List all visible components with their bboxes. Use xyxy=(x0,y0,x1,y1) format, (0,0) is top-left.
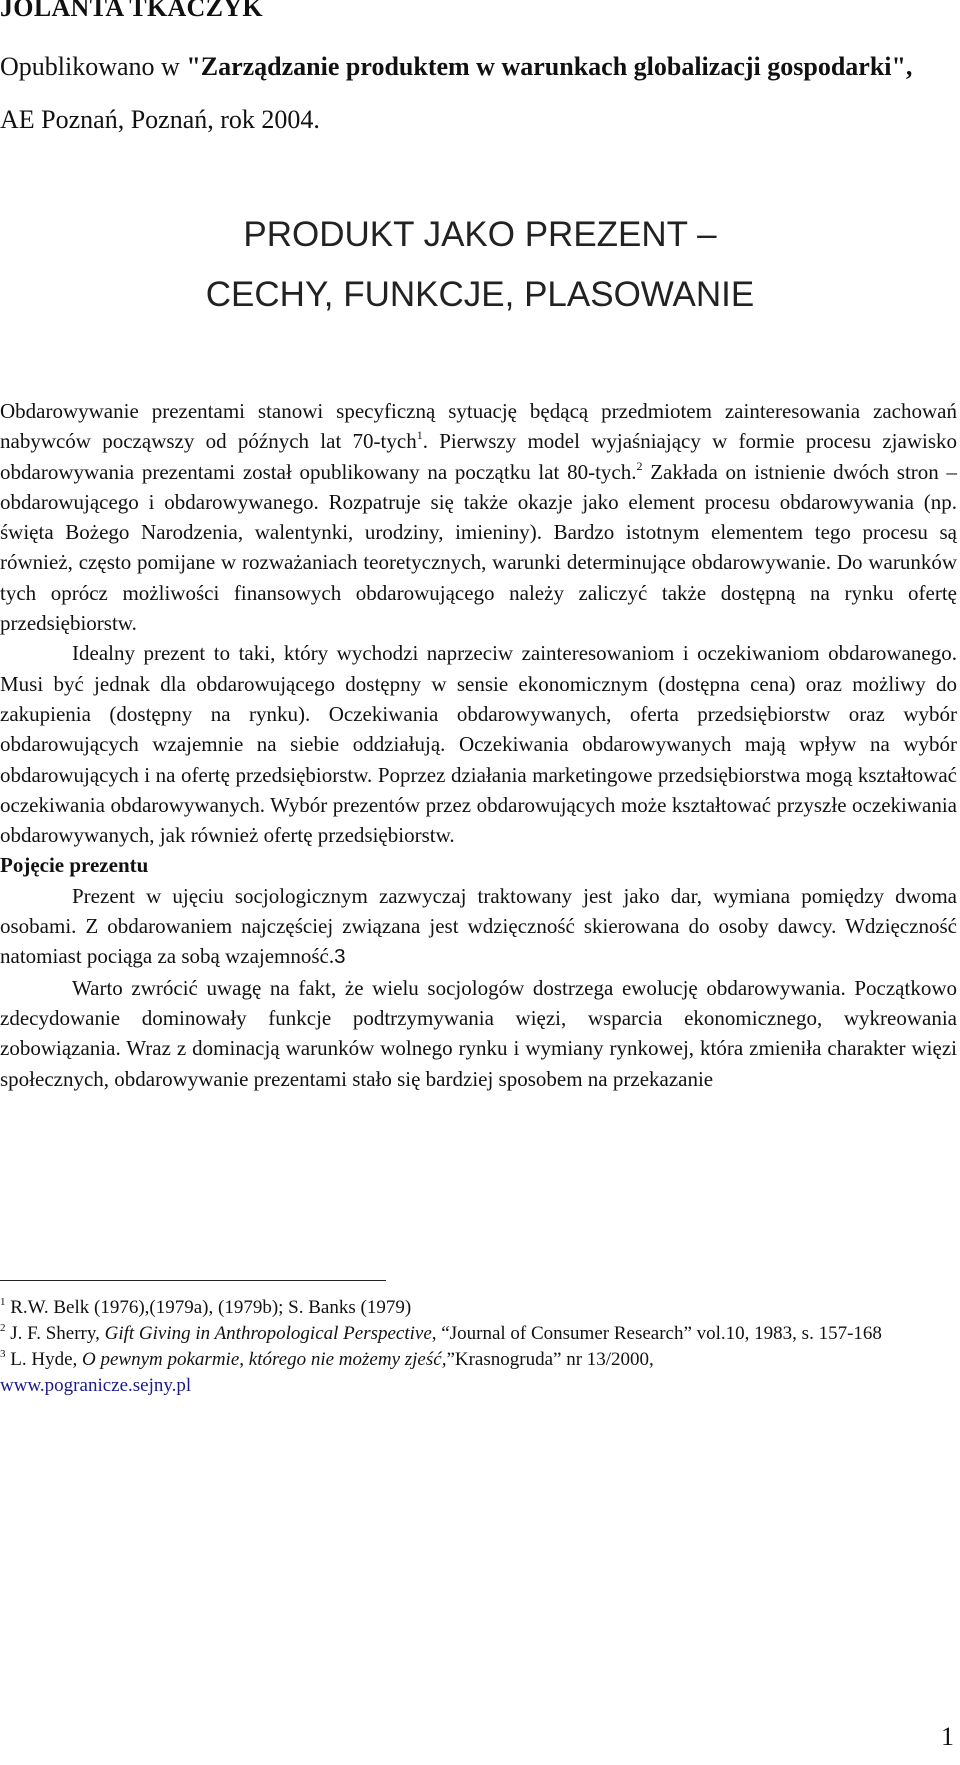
footnote-2-author: J. F. Sherry, xyxy=(5,1323,105,1344)
footnote-ref-1[interactable]: 1 xyxy=(416,428,423,443)
footnote-3-number: 3 xyxy=(0,1348,6,1360)
author-name: JOLANTA TKACZYK xyxy=(0,0,263,22)
page-number: 1 xyxy=(941,1722,954,1751)
footnote-ref-2[interactable]: 2 xyxy=(636,458,643,473)
footnote-ref-3[interactable]: 3 xyxy=(334,945,346,969)
footnote-2 xyxy=(0,1321,957,1347)
publication-suffix: AE Poznań, Poznań, rok 2004. xyxy=(0,105,320,134)
paragraph-1-part-a: Obdarowywanie prezentami stanowi specyficzną sytuację będącą przedmiotem zainteresowania zachowań nabywców począwszy od późnych lat 70-tych xyxy=(0,399,957,454)
footnote-1-text: R.W. Belk (1976),(1979a), (1979b); S. Banks (1979) xyxy=(5,1297,412,1318)
footnotes xyxy=(0,1295,957,1399)
footnote-2-source: , “Journal of Consumer Research” vol.10, 1983, s. 157-168 xyxy=(431,1323,882,1344)
paragraph-2: Idealny prezent to taki, który wychodzi naprzeciw zainteresowaniom i oczekiwaniom obdarowanego. Musi być jednak dla obdarowującego dostępny w sensie ekonomicznym (dostępna cena) oraz możliwy do zakupienia (dostępny na rynku). Oczekiwania obdarowywanych, oferta przedsiębiorstw oraz wybór obdarowujących wzajemnie na siebie oddziałują. Oczekiwania obdarowywanych mają wpływ na wybór obdarowujących i na ofertę przedsiębiorstw. Poprzez działania marketingowe przedsiębiorstwa mogą kształtować oczekiwania obdarowywanych. Wybór prezentów przez obdarowujących może kształtować przyszłe oczekiwania obdarowywanych, jak również ofertę przedsiębiorstw. xyxy=(0,641,957,848)
footnote-separator xyxy=(0,1280,386,1281)
paragraph-1-part-b: . Pierwszy model wyjaśniający w formie procesu zjawisko obdarowywania prezentami został opublikowany na początku lat 80-tych. xyxy=(0,429,958,484)
footnote-3-link[interactable]: www.pogranicze.sejny.pl xyxy=(0,1375,192,1396)
publication-book-title: "Zarządzanie produktem w warunkach globalizacji gospodarki", xyxy=(186,52,913,81)
footnote-1-number: 1 xyxy=(0,1296,6,1308)
footnote-3 xyxy=(0,1347,957,1399)
footnote-3-source: ”Krasnogruda” nr 13/2000, xyxy=(446,1349,654,1370)
article-title xyxy=(0,205,960,325)
footnote-3-work-title: , O pewnym pokarmie, którego nie możemy zjeść, xyxy=(72,1349,447,1370)
article-title-line-2: CECHY, FUNKCJE, PLASOWANIE xyxy=(205,275,755,314)
publication-prefix: Opublikowano w xyxy=(0,52,187,81)
section-heading: Pojęcie prezentu xyxy=(0,853,149,878)
paragraph-1 xyxy=(0,396,957,638)
paragraph-4: Warto zwrócić uwagę na fakt, że wielu socjologów dostrzega ewolucję obdarowywania. Początkowo zdecydowanie dominowały funkcje podtrzymywania więzi, wsparcia ekonomicznego, wykreowania zobowiązania. Wraz z dominacją warunków wolnego rynku i wymiany rynkowej, która zmieniła charakter więzi społecznych, obdarowywanie prezentami stało się bardziej sposobem na przekazanie xyxy=(0,975,957,1091)
article-body xyxy=(0,396,957,1094)
footnote-2-number: 2 xyxy=(0,1322,6,1334)
article-title-line-1: PRODUKT JAKO PREZENT – xyxy=(243,215,717,254)
paragraph-3-text: Prezent w ujęciu socjologicznym zazwyczaj traktowany jest jako dar, wymiana pomiędzy dwoma osobami. Z obdarowaniem najczęściej związana jest wdzięczność skierowana do osoby dawcy. Wdzięczność natomiast pociąga za sobą wzajemność. xyxy=(0,883,957,969)
publication-info xyxy=(0,40,945,146)
paragraph-3 xyxy=(0,881,957,973)
footnote-3-author: L. Hyde xyxy=(5,1349,73,1370)
footnote-2-work-title: Gift Giving in Anthropological Perspective xyxy=(104,1323,432,1344)
footnote-1 xyxy=(0,1295,957,1321)
paragraph-1-part-c: Zakłada on istnienie dwóch stron – obdarowującego i obdarowywanego. Rozpatruje się także okazje jako element procesu obdarowywania (np. święta Bożego Narodzenia, walentynki, urodziny, imieniny). Bardzo istotnym elementem tego procesu są również, często pomijane w rozważaniach teoretycznych, warunki determinujące obdarowywanie. Do warunków tych oprócz możliwości finansowych obdarowującego należy zaliczyć także dostępną na rynku ofertę przedsiębiorstw. xyxy=(0,459,958,636)
